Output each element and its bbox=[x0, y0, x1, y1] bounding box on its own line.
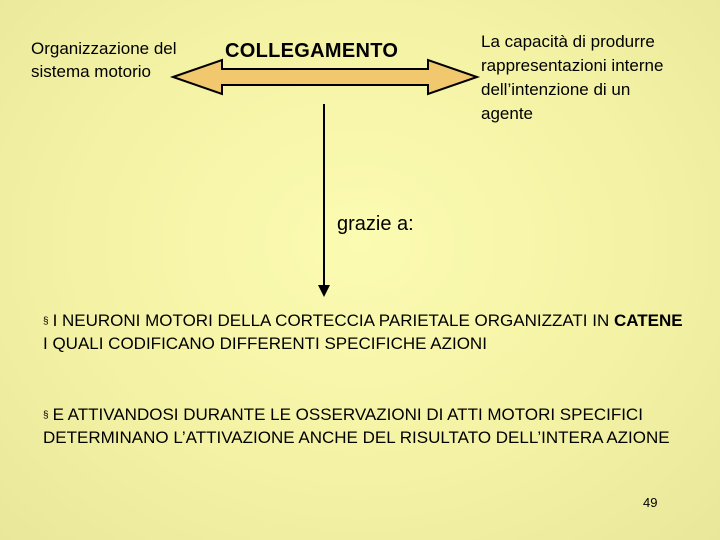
bullet-text: I NEURONI MOTORI DELLA CORTECCIA PARIETALE ORGANIZZATI IN bbox=[52, 311, 614, 330]
page-number: 49 bbox=[643, 495, 658, 510]
down-arrowhead bbox=[318, 285, 330, 297]
bullet-item-observation-activation bbox=[43, 404, 683, 449]
intention-representation-label: La capacità di produrre rappresentazioni interne dell’intenzione di un agente bbox=[481, 32, 664, 123]
bullet-text: E ATTIVANDOSI DURANTE LE OSSERVAZIONI DI ATTI MOTORI SPECIFICI DETERMINANO L’ATTIVAZIONE ANCHE DEL RISULTATO DELL’INTERA AZIONE bbox=[43, 405, 670, 447]
motor-system-label: Organizzazione del sistema motorio bbox=[31, 39, 177, 81]
bullet-emphasis: CATENE bbox=[613, 311, 683, 330]
bullet-item-parietal-neurons bbox=[43, 310, 683, 355]
bullet-marker: § bbox=[43, 316, 49, 327]
double-headed-arrow bbox=[173, 60, 477, 94]
bullet-marker: § bbox=[43, 410, 49, 421]
connection-label: COLLEGAMENTO bbox=[225, 40, 399, 62]
bullet-text-tail: I QUALI CODIFICANO DIFFERENTI SPECIFICHE AZIONI bbox=[43, 334, 487, 353]
thanks-to-label: grazie a: bbox=[337, 213, 414, 235]
